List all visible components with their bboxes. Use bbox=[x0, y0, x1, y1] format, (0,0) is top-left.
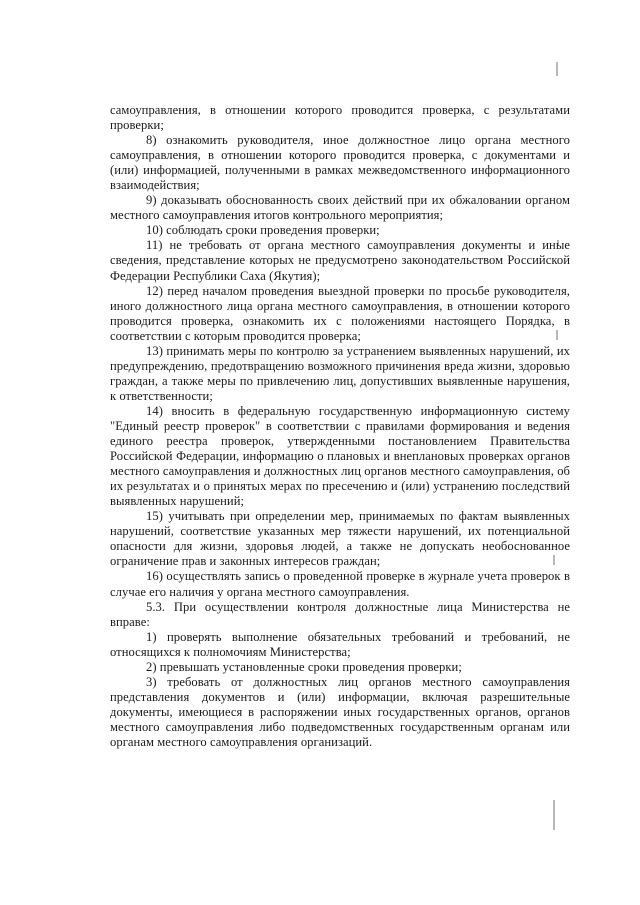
paragraph-item-13: 13) принимать меры по контролю за устранением выявленных нарушений, их предупреждению, предотвращению возможного причинения вреда жизни, здоровью граждан, а также меры по привлечению лиц, допустивших выявленные нарушения, к ответственности; bbox=[110, 343, 570, 403]
paragraph-item-12: 12) перед началом проведения выездной проверки по просьбе руководителя, иного должностного лица органа местного самоуправления, в отношении которого проводится проверка, ознакомить их с положениями настоящего Порядка, в соответствии с которым проводится проверка; bbox=[110, 283, 570, 343]
paragraph-item-15: 15) учитывать при определении мер, принимаемых по фактам выявленных нарушений, соответствие указанных мер тяжести нарушений, их потенциальной опасности для жизни, здоровья людей, а также не допускать необоснованное ограничение прав и законных интересов граждан; bbox=[110, 509, 570, 569]
paragraph-item-9: 9) доказывать обоснованность своих действий при их обжаловании органом местного самоуправления итогов контрольного мероприятия; bbox=[110, 193, 570, 223]
paragraph-item-14: 14) вносить в федеральную государственную информационную систему "Единый реестр проверок" в соответствии с правилами формирования и ведения единого реестра проверок, утвержденными постановлением Правительства Российской Федерации, информацию о плановых и внеплановых проверках органов местного самоуправления и должностных лиц органов местного самоуправления, об их результатах и о принятых мерах по пресечению и (или) устранению последствий выявленных нарушений; bbox=[110, 403, 570, 509]
paragraph-item-11: 11) не требовать от органа местного самоуправления документы и иные сведения, представление которых не предусмотрено законодательством Российской Федерации Республики Саха (Якутия); bbox=[110, 238, 570, 283]
paragraph-prohibition-1: 1) проверять выполнение обязательных требований и требований, не относящихся к полномочиям Министерства; bbox=[110, 629, 570, 659]
document-body bbox=[110, 103, 570, 750]
paragraph-item-16: 16) осуществлять запись о проведенной проверке в журнале учета проверок в случае его наличия у органа местного самоуправления. bbox=[110, 569, 570, 599]
paragraph-item-8: 8) ознакомить руководителя, иное должностное лицо органа местного самоуправления, в отношении которого проводится проверка, с документами и (или) информацией, полученными в рамках межведомственного информационного взаимодействия; bbox=[110, 133, 570, 193]
paragraph-item-10: 10) соблюдать сроки проведения проверки; bbox=[146, 223, 380, 238]
paragraph-prohibition-3: 3) требовать от должностных лиц органов местного самоуправления представления документов и (или) информации, включая разрешительные документы, имеющиеся в распоряжении иных государственных органов, органов местного самоуправления либо подведомственных государственным органам или органам местного самоуправления организаций. bbox=[110, 674, 570, 749]
scan-margin-mark bbox=[556, 62, 558, 76]
scan-margin-mark bbox=[553, 800, 555, 830]
paragraph-continuation: самоуправления, в отношении которого проводится проверка, с результатами проверки; bbox=[110, 103, 570, 133]
paragraph-section-5-3: 5.3. При осуществлении контроля должностные лица Министерства не вправе: bbox=[110, 599, 570, 629]
paragraph-prohibition-2: 2) превышать установленные сроки проведения проверки; bbox=[146, 659, 462, 674]
